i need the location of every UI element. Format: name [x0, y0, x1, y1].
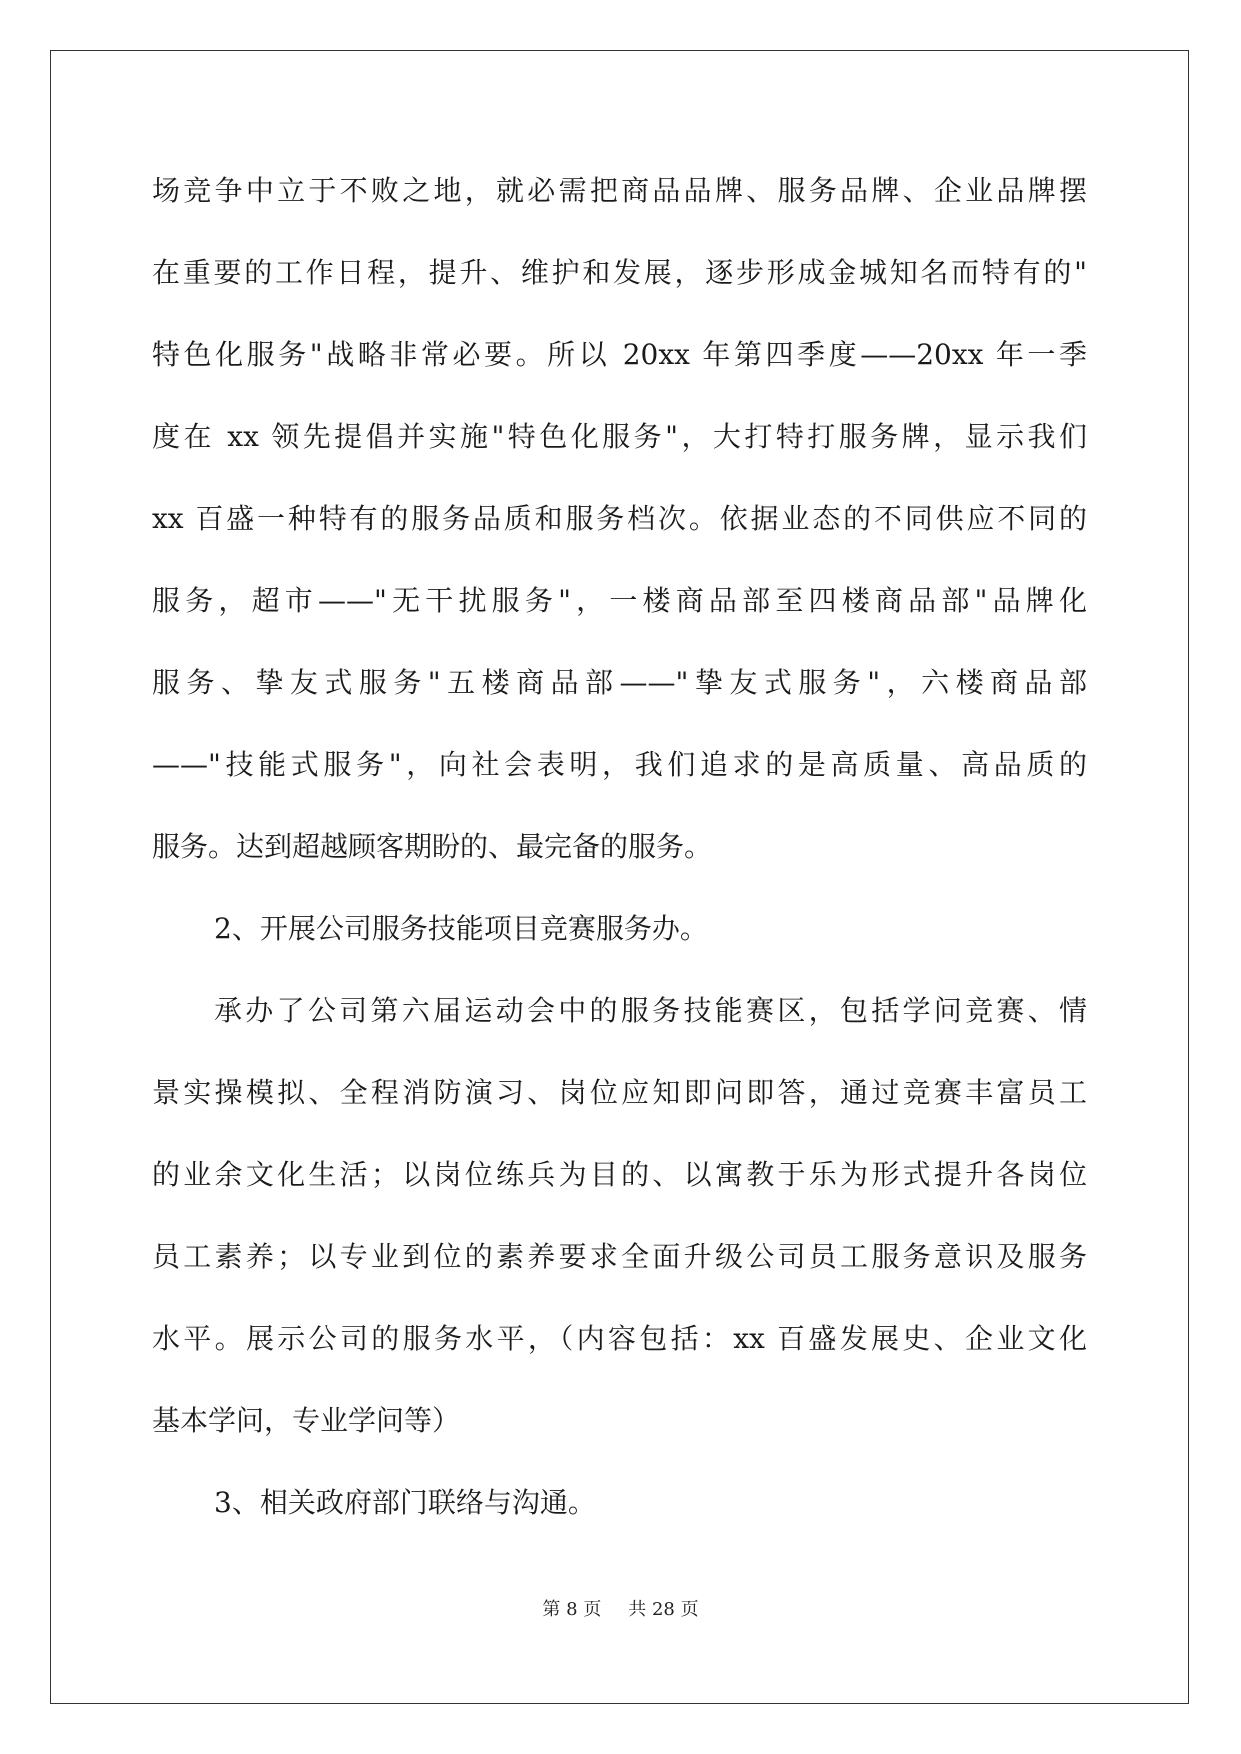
page-total: 共 28 页: [628, 1599, 699, 1620]
paragraph-line: 员工素养；以专业到位的素养要求全面升级公司员工服务意识及服务: [152, 1240, 1087, 1273]
section-heading: 2、开展公司服务技能项目竞赛服务办。: [214, 912, 708, 945]
paragraph-line: 度在 xx 领先提倡并实施"特色化服务"，大打特打服务牌，显示我们: [152, 420, 1087, 453]
paragraph-line: 承办了公司第六届运动会中的服务技能赛区，包括学问竞赛、情: [214, 994, 1087, 1027]
paragraph-line: 基本学问，专业学问等）: [152, 1404, 461, 1437]
paragraph-line: xx 百盛一种特有的服务品质和服务档次。依据业态的不同供应不同的: [152, 502, 1087, 535]
paragraph-line: 景实操模拟、全程消防演习、岗位应知即问即答，通过竞赛丰富员工: [152, 1076, 1087, 1109]
paragraph-line: 服务，超市——"无干扰服务"，一楼商品部至四楼商品部"品牌化: [152, 584, 1087, 617]
paragraph-line: 服务。达到超越顾客期盼的、最完备的服务。: [152, 830, 713, 863]
paragraph-line: 场竞争中立于不败之地，就必需把商品品牌、服务品牌、企业品牌摆: [152, 174, 1087, 207]
paragraph-line: 服务、挚友式服务"五楼商品部——"挚友式服务"，六楼商品部: [152, 666, 1087, 699]
document-body: [152, 168, 1087, 1562]
page-number: 第 8 页: [542, 1599, 602, 1620]
paragraph-line: 特色化服务"战略非常必要。所以 20xx 年第四季度——20xx 年一季: [152, 338, 1087, 371]
paragraph-line: 的业余文化生活；以岗位练兵为目的、以寓教于乐为形式提升各岗位: [152, 1158, 1087, 1191]
paragraph-line: ——"技能式服务"，向社会表明，我们追求的是高质量、高品质的: [152, 748, 1087, 781]
paragraph-line: 水平。展示公司的服务水平，（内容包括：xx 百盛发展史、企业文化: [152, 1322, 1087, 1355]
section-heading: 3、相关政府部门联络与沟通。: [214, 1486, 596, 1519]
paragraph-line: 在重要的工作日程，提升、维护和发展，逐步形成金城知名而特有的": [152, 256, 1087, 289]
page-footer: [0, 1595, 1241, 1621]
